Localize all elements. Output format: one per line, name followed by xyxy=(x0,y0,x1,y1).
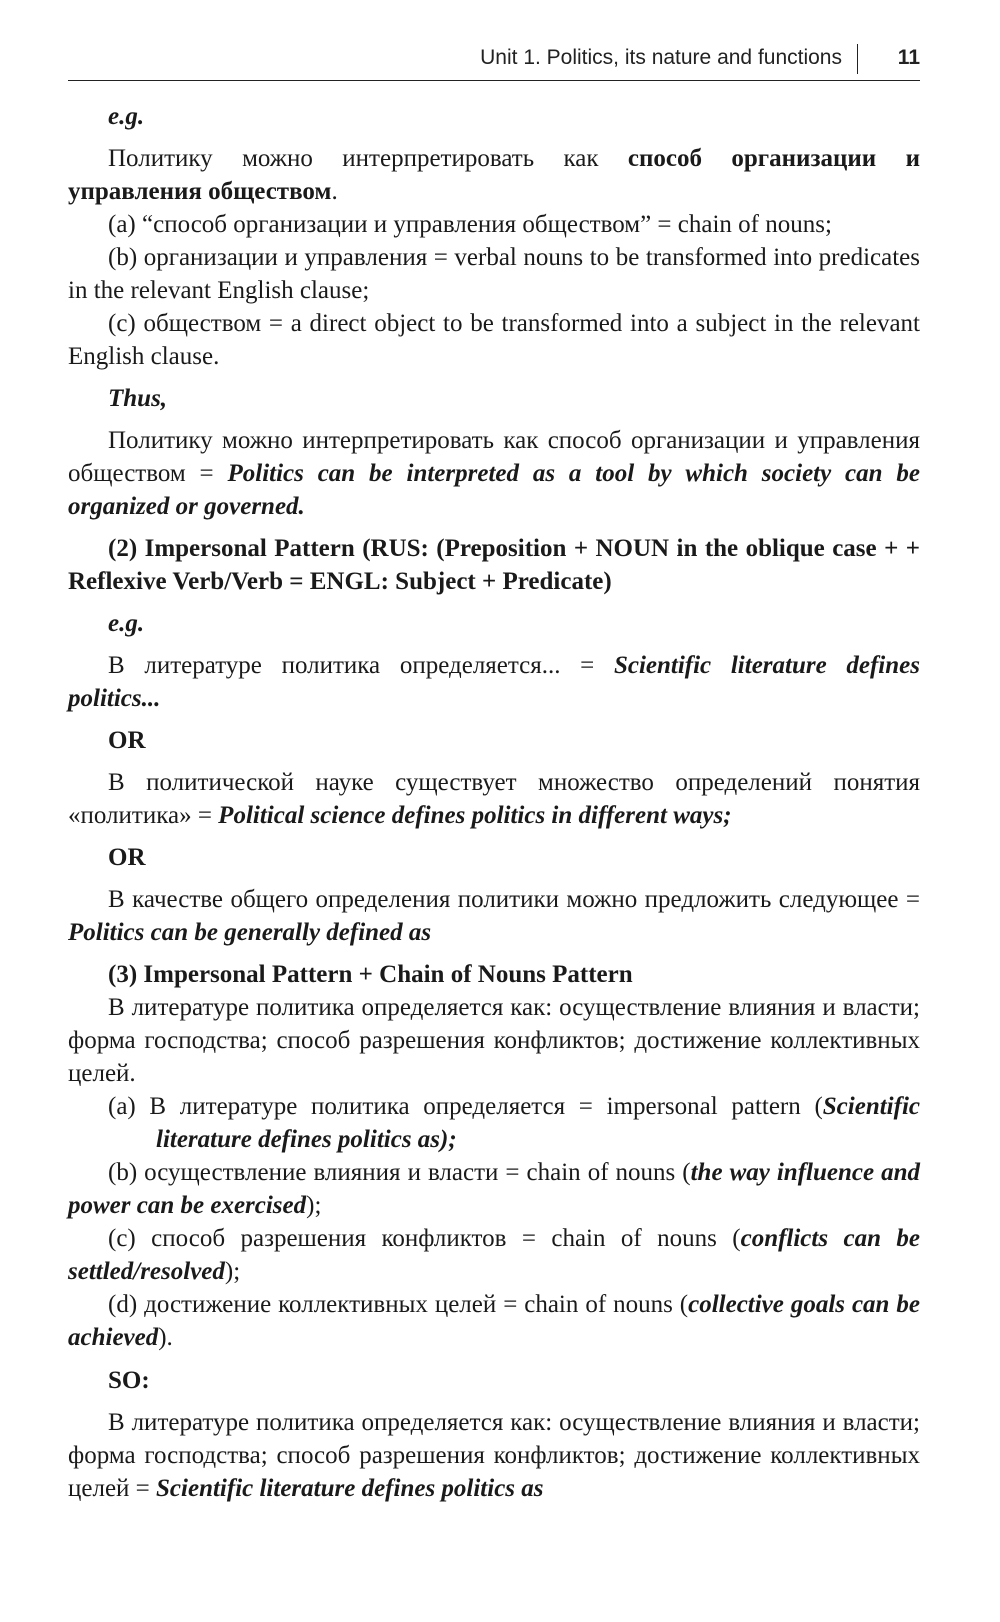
point-c-3-italic: conflicts can be settled/resolved xyxy=(68,1225,920,1285)
section-heading-3: (3) Impersonal Pattern + Chain of Nouns Pattern xyxy=(108,961,633,988)
point-d-3 xyxy=(68,1288,920,1354)
example-2-translation: Politics can be interpreted as a tool by which society can be organized or governed. xyxy=(68,460,920,520)
thus-label: Thus, xyxy=(108,385,168,412)
point-d-3-text: (d) достижение коллективных целей = chain of nouns ( xyxy=(108,1291,689,1318)
eg-label-2: e.g. xyxy=(108,610,145,637)
example-paragraph-7 xyxy=(68,1406,920,1505)
header-separator xyxy=(857,44,859,74)
point-a-1: (a) “способ организации и управления обществом” = chain of nouns; xyxy=(108,211,832,238)
example-paragraph-5 xyxy=(68,883,920,949)
example-5-text: В качестве общего определения политики можно предложить следующее = xyxy=(108,886,920,913)
point-c-3-text: (c) способ разрешения конфликтов = chain of nouns ( xyxy=(108,1225,741,1252)
point-b-3-italic: the way influence and power can be exercised xyxy=(68,1159,920,1219)
page-number: 11 xyxy=(897,46,920,69)
point-b-3-text: (b) осуществление влияния и власти = chain of nouns ( xyxy=(108,1159,691,1186)
page-body xyxy=(68,100,920,1505)
paragraph-6: В литературе политика определяется как: осуществление влияния и власти; форма господства; способ разрешения конфликтов; достижение коллективных целей. xyxy=(68,994,920,1087)
point-a-3-text: (a) В литературе политика определяется = impersonal pattern ( xyxy=(108,1093,823,1120)
or-label-2: OR xyxy=(108,844,146,871)
so-label: SO: xyxy=(108,1367,150,1394)
example-4-text: В политической науке существует множество определений понятия «политика» = xyxy=(68,769,920,829)
eg-label-1: e.g. xyxy=(108,103,145,130)
example-5-translation: Politics can be generally defined as xyxy=(68,919,432,946)
point-c-3-end: ); xyxy=(224,1258,241,1285)
example-paragraph-4 xyxy=(68,766,920,832)
example-paragraph-3 xyxy=(68,649,920,715)
running-header xyxy=(68,40,920,81)
example-3-text: В литературе политика определяется... = xyxy=(108,652,614,679)
example-1-text: Политику можно интерпретировать как xyxy=(108,145,628,172)
example-paragraph-1 xyxy=(68,142,920,208)
header-title: Unit 1. Politics, its nature and functions xyxy=(480,46,842,69)
point-a-3 xyxy=(68,1090,920,1156)
point-a-3-italic-1: Scientific xyxy=(822,1093,920,1120)
example-3-translation: Scientific literature defines politics... xyxy=(68,652,920,712)
point-d-3-end: ). xyxy=(158,1324,173,1351)
point-b-3-end: ); xyxy=(306,1192,322,1219)
point-c-1: (c) обществом = a direct object to be transformed into a subject in the relevant English clause. xyxy=(68,310,920,370)
point-b-1: (b) организации и управления = verbal nouns to be transformed into predicates in the relevant English clause; xyxy=(68,244,920,304)
section-heading-2: (2) Impersonal Pattern (RUS: (Preposition + NOUN in the oblique case + + Reflexive Verb/Verb = ENGL: Subject + Predicate) xyxy=(68,535,920,595)
point-b-3 xyxy=(68,1156,920,1222)
point-d-3-italic: collective goals can be achieved xyxy=(68,1291,920,1351)
or-label-1: OR xyxy=(108,727,146,754)
example-1-bold: способ организации и управления обществом xyxy=(68,145,921,205)
example-4-translation: Political science defines politics in different ways; xyxy=(218,802,732,829)
example-2-text: Политику можно интерпретировать как способ организации и управления обществом = xyxy=(68,427,920,487)
example-7-text: В литературе политика определяется как: осуществление влияния и власти; форма господства; способ разрешения конфликтов; достижение коллективных целей = xyxy=(68,1409,920,1502)
point-a-3-italic-2: literature defines politics as); xyxy=(156,1126,457,1153)
point-c-3 xyxy=(68,1222,920,1288)
example-1-end: . xyxy=(331,178,338,205)
example-7-translation: Scientific literature defines politics as xyxy=(156,1475,544,1502)
example-paragraph-2 xyxy=(68,424,920,523)
